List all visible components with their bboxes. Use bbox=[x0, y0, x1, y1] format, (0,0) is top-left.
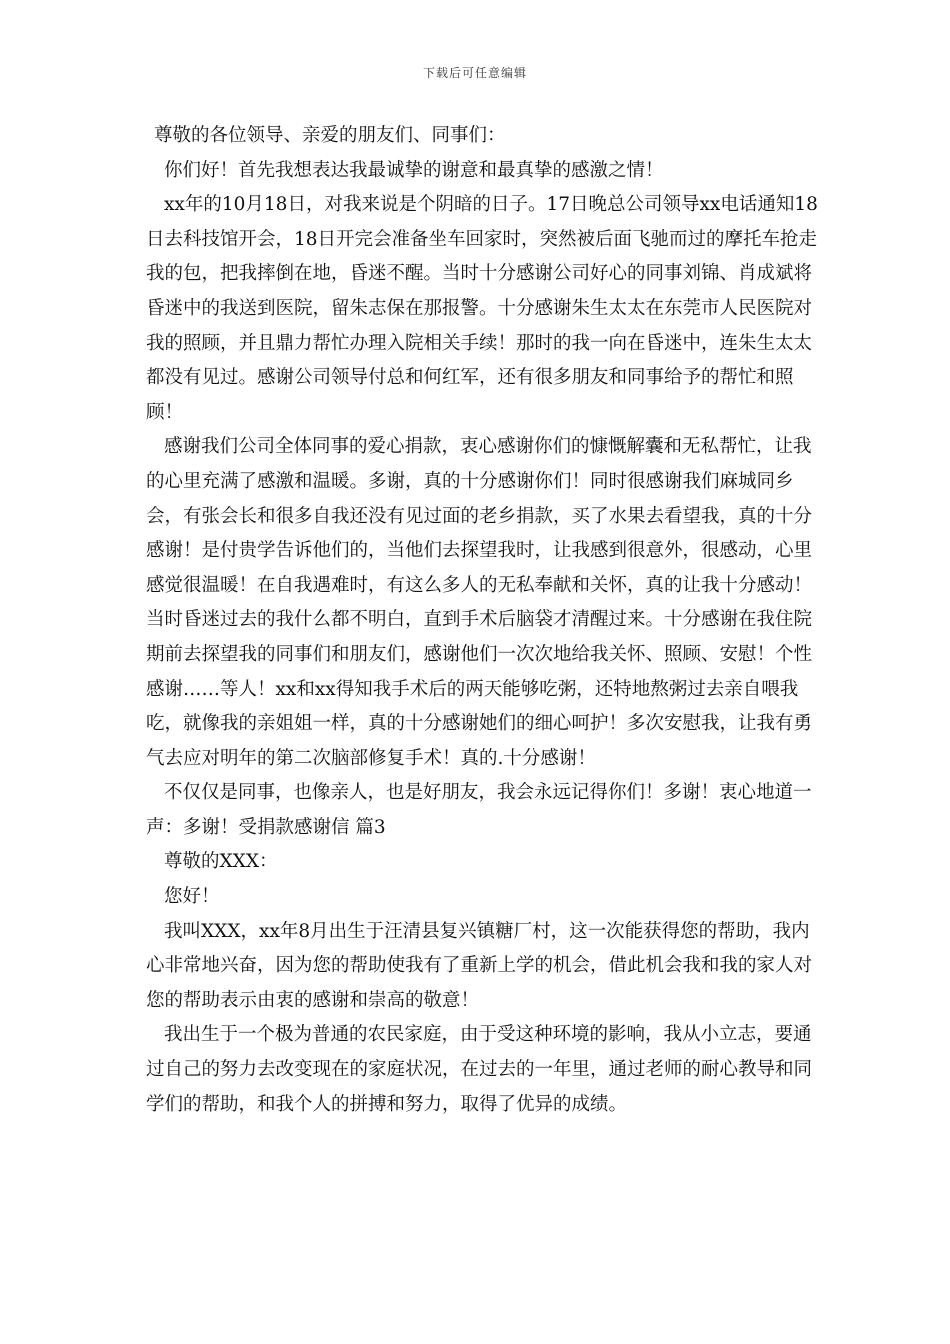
paragraph: 不仅仅是同事，也像亲人，也是好朋友，我会永远记得你们！多谢！衷心地道一声：多谢！受捐款感谢信 篇3 bbox=[146, 782, 812, 838]
paragraph: 我叫XXX，xx年8月出生于汪清县复兴镇糖厂村，这一次能获得您的帮助，我内心非常地兴奋，因为您的帮助使我有了重新上学的机会，借此机会我和我的家人对您的帮助表示由衷的感谢和崇高的敬意！ bbox=[146, 920, 813, 1011]
paragraph: xx年的10月18日，对我来说是个阴暗的日子。17日晚总公司领导xx电话通知18日去科技馆开会，18日开完会准备坐车回家时，突然被后面飞驰而过的摩托车抢走我的包，把我摔倒在地，昏迷不醒。当时十分感谢公司好心的同事刘锦、肖成斌将昏迷中的我送到医院，留朱志保在那报警。十分感谢朱生太太在东莞市人民医院对我的照顾，并且鼎力帮忙办理入院相关手续！那时的我一向在昏迷中，连朱生太太都没有见过。感谢公司领导付总和何红军，还有很多朋友和同事给予的帮忙和照顾！ bbox=[146, 194, 818, 423]
paragraph: 感谢我们公司全体同事的爱心捐款，衷心感谢你们的慷慨解囊和无私帮忙，让我的心里充满了感激和温暖。多谢，真的十分感谢你们！同时很感谢我们麻城同乡会，有张会长和很多自我还没有见过面的老乡捐款，买了水果去看望我，真的十分感谢！是付贵学告诉他们的，当他们去探望我时，让我感到很意外，很感动，心里感觉很温暖！在自我遇难时，有这么多人的无私奉献和关怀，真的让我十分感动！当时昏迷过去的我什么都不明白，直到手术后脑袋才清醒过来。十分感谢在我住院期前去探望我的同事们和朋友们，感谢他们一次次地给我关怀、照顾、安慰！个性感谢……等人！xx和xx得知我手术后的两天能够吃粥，还特地熬粥过去亲自喂我吃，就像我的亲姐姐一样，真的十分感谢她们的细心呵护！多次安慰我，让我有勇气去应对明年的第二次脑部修复手术！真的.十分感谢！ bbox=[146, 436, 813, 769]
paragraph: 你们好！首先我想表达我最诚挚的谢意和最真挚的感激之情！ bbox=[164, 159, 664, 181]
paragraph: 您好！ bbox=[164, 886, 220, 908]
greeting-line: 尊敬的各位领导、亲爱的朋友们、同事们： bbox=[154, 125, 506, 146]
letter-body bbox=[146, 119, 826, 1122]
paragraph: 我出生于一个极为普通的农民家庭，由于受这种环境的影响，我从小立志，要通过自己的努力去改变现在的家庭状况，在过去的一年里，通过老师的耐心教导和同学们的帮助，和我个人的拼搏和努力，取得了优异的成绩。 bbox=[146, 1024, 813, 1115]
page-header-note: 下载后可任意编辑 bbox=[422, 66, 527, 80]
greeting-line: 尊敬的XXX： bbox=[164, 851, 278, 873]
